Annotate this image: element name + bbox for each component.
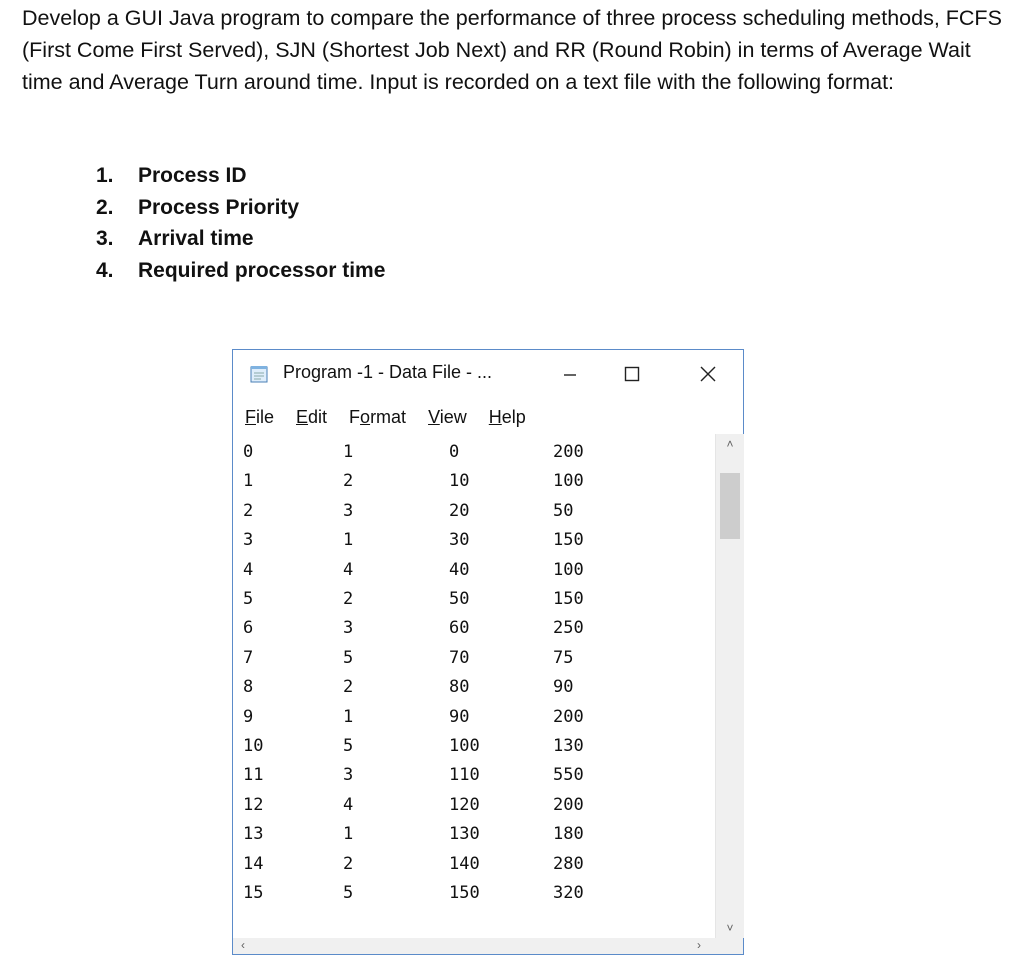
cell: 320 [553,883,584,903]
format-item: 1. Process ID [96,164,247,187]
cell: 14 [243,853,264,874]
scroll-left-icon[interactable]: ‹ [241,938,245,952]
cell: 90 [449,706,470,727]
text-line [233,614,715,643]
text-line [233,791,715,820]
cell: 13 [243,824,264,845]
resize-grip-icon[interactable] [715,938,743,954]
cell: 40 [449,559,470,580]
menu-help[interactable]: Help [488,406,526,427]
cell: 50 [449,589,470,609]
cell: 7 [243,647,254,668]
text-line [233,497,715,526]
menu-format[interactable]: Format [349,406,407,427]
close-button[interactable] [685,356,731,392]
cell: 1 [343,442,354,462]
cell: 2 [243,500,254,521]
cell: 550 [553,765,584,786]
cell: 3 [343,765,354,786]
scroll-thumb[interactable] [720,473,740,539]
text-line [233,644,715,673]
cell: 110 [449,765,480,786]
cell: 50 [553,500,574,521]
cell: 200 [553,706,584,727]
menu-view[interactable]: View [428,406,467,427]
text-line [233,850,715,879]
cell: 130 [553,736,584,756]
cell: 70 [449,647,470,668]
cell: 200 [553,794,584,815]
cell: 5 [343,736,354,756]
cell: 130 [449,824,480,845]
text-line [233,761,715,790]
cell: 12 [243,794,264,815]
cell: 10 [243,736,264,756]
maximize-icon [624,366,640,382]
text-line [233,879,715,908]
cell: 1 [243,471,254,492]
cell: 9 [243,706,254,727]
cell: 1 [343,706,354,727]
cell: 4 [343,794,354,815]
notepad-window [232,349,744,955]
cell: 180 [553,824,584,845]
text-editor[interactable] [233,434,715,938]
text-line [233,438,715,467]
menu-edit[interactable]: Edit [296,406,328,427]
assignment-text: Develop a GUI Java program to compare the performance of three process scheduling methods, FCFS (First Come First Served), SJN (Shortest Job Next) and RR (Round Robin) in terms of Average Wait time and Average Turn around time. Input is recorded on a text file with the following format: [22,6,1002,94]
text-line [233,556,715,585]
scroll-up-icon[interactable]: ˄ [726,437,734,451]
format-item: 2. Process Priority [96,195,300,219]
cell: 100 [553,471,584,492]
cell: 250 [553,618,584,639]
cell: 200 [553,442,584,462]
window-title: Program -1 - Data File - ... [283,362,493,382]
cell: 1 [343,530,354,551]
cell: 2 [343,853,354,874]
cell: 30 [449,530,470,551]
cell: 60 [449,618,470,639]
minimize-button[interactable] [547,356,593,392]
minimize-icon [563,367,577,381]
cell: 3 [243,530,254,551]
cell: 11 [243,765,264,786]
cell: 90 [553,677,574,698]
text-line [233,585,715,614]
cell: 10 [449,471,470,492]
text-line [233,673,715,702]
cell: 150 [553,589,584,609]
notepad-icon [249,364,269,384]
cell: 100 [449,736,480,756]
cell: 20 [449,500,470,521]
cell: 120 [449,794,480,815]
cell: 15 [243,883,264,903]
maximize-button[interactable] [609,356,655,392]
cell: 5 [343,883,354,903]
cell: 2 [343,589,354,609]
format-item: 3. Arrival time [96,227,254,250]
vertical-scrollbar[interactable] [715,434,744,938]
cell: 80 [449,677,470,698]
cell: 3 [343,618,354,639]
cell: 5 [243,589,254,609]
text-line [233,732,715,761]
cell: 150 [449,883,480,903]
cell: 3 [343,500,354,521]
cell: 4 [243,559,254,580]
text-line [233,820,715,849]
cell: 8 [243,677,254,698]
cell: 75 [553,647,574,668]
text-line [233,703,715,732]
menu-bar [233,402,743,432]
scroll-right-icon[interactable]: › [697,938,701,952]
cell: 6 [243,618,254,639]
cell: 100 [553,559,584,580]
text-line [233,526,715,555]
cell: 0 [243,442,254,462]
cell: 2 [343,471,354,492]
cell: 5 [343,647,354,668]
menu-file[interactable]: File [245,406,275,427]
close-icon [699,365,717,383]
cell: 140 [449,853,480,874]
cell: 2 [343,677,354,698]
cell: 1 [343,824,354,845]
cell: 280 [553,853,584,874]
format-list [96,160,385,286]
format-item: 4. Required processor time [96,258,386,282]
cell: 0 [449,442,460,462]
text-line [233,467,715,496]
cell: 4 [343,559,354,580]
title-bar[interactable] [233,350,743,400]
horizontal-scrollbar[interactable] [233,938,715,954]
scroll-down-icon[interactable]: ˅ [726,921,734,935]
cell: 150 [553,530,584,551]
